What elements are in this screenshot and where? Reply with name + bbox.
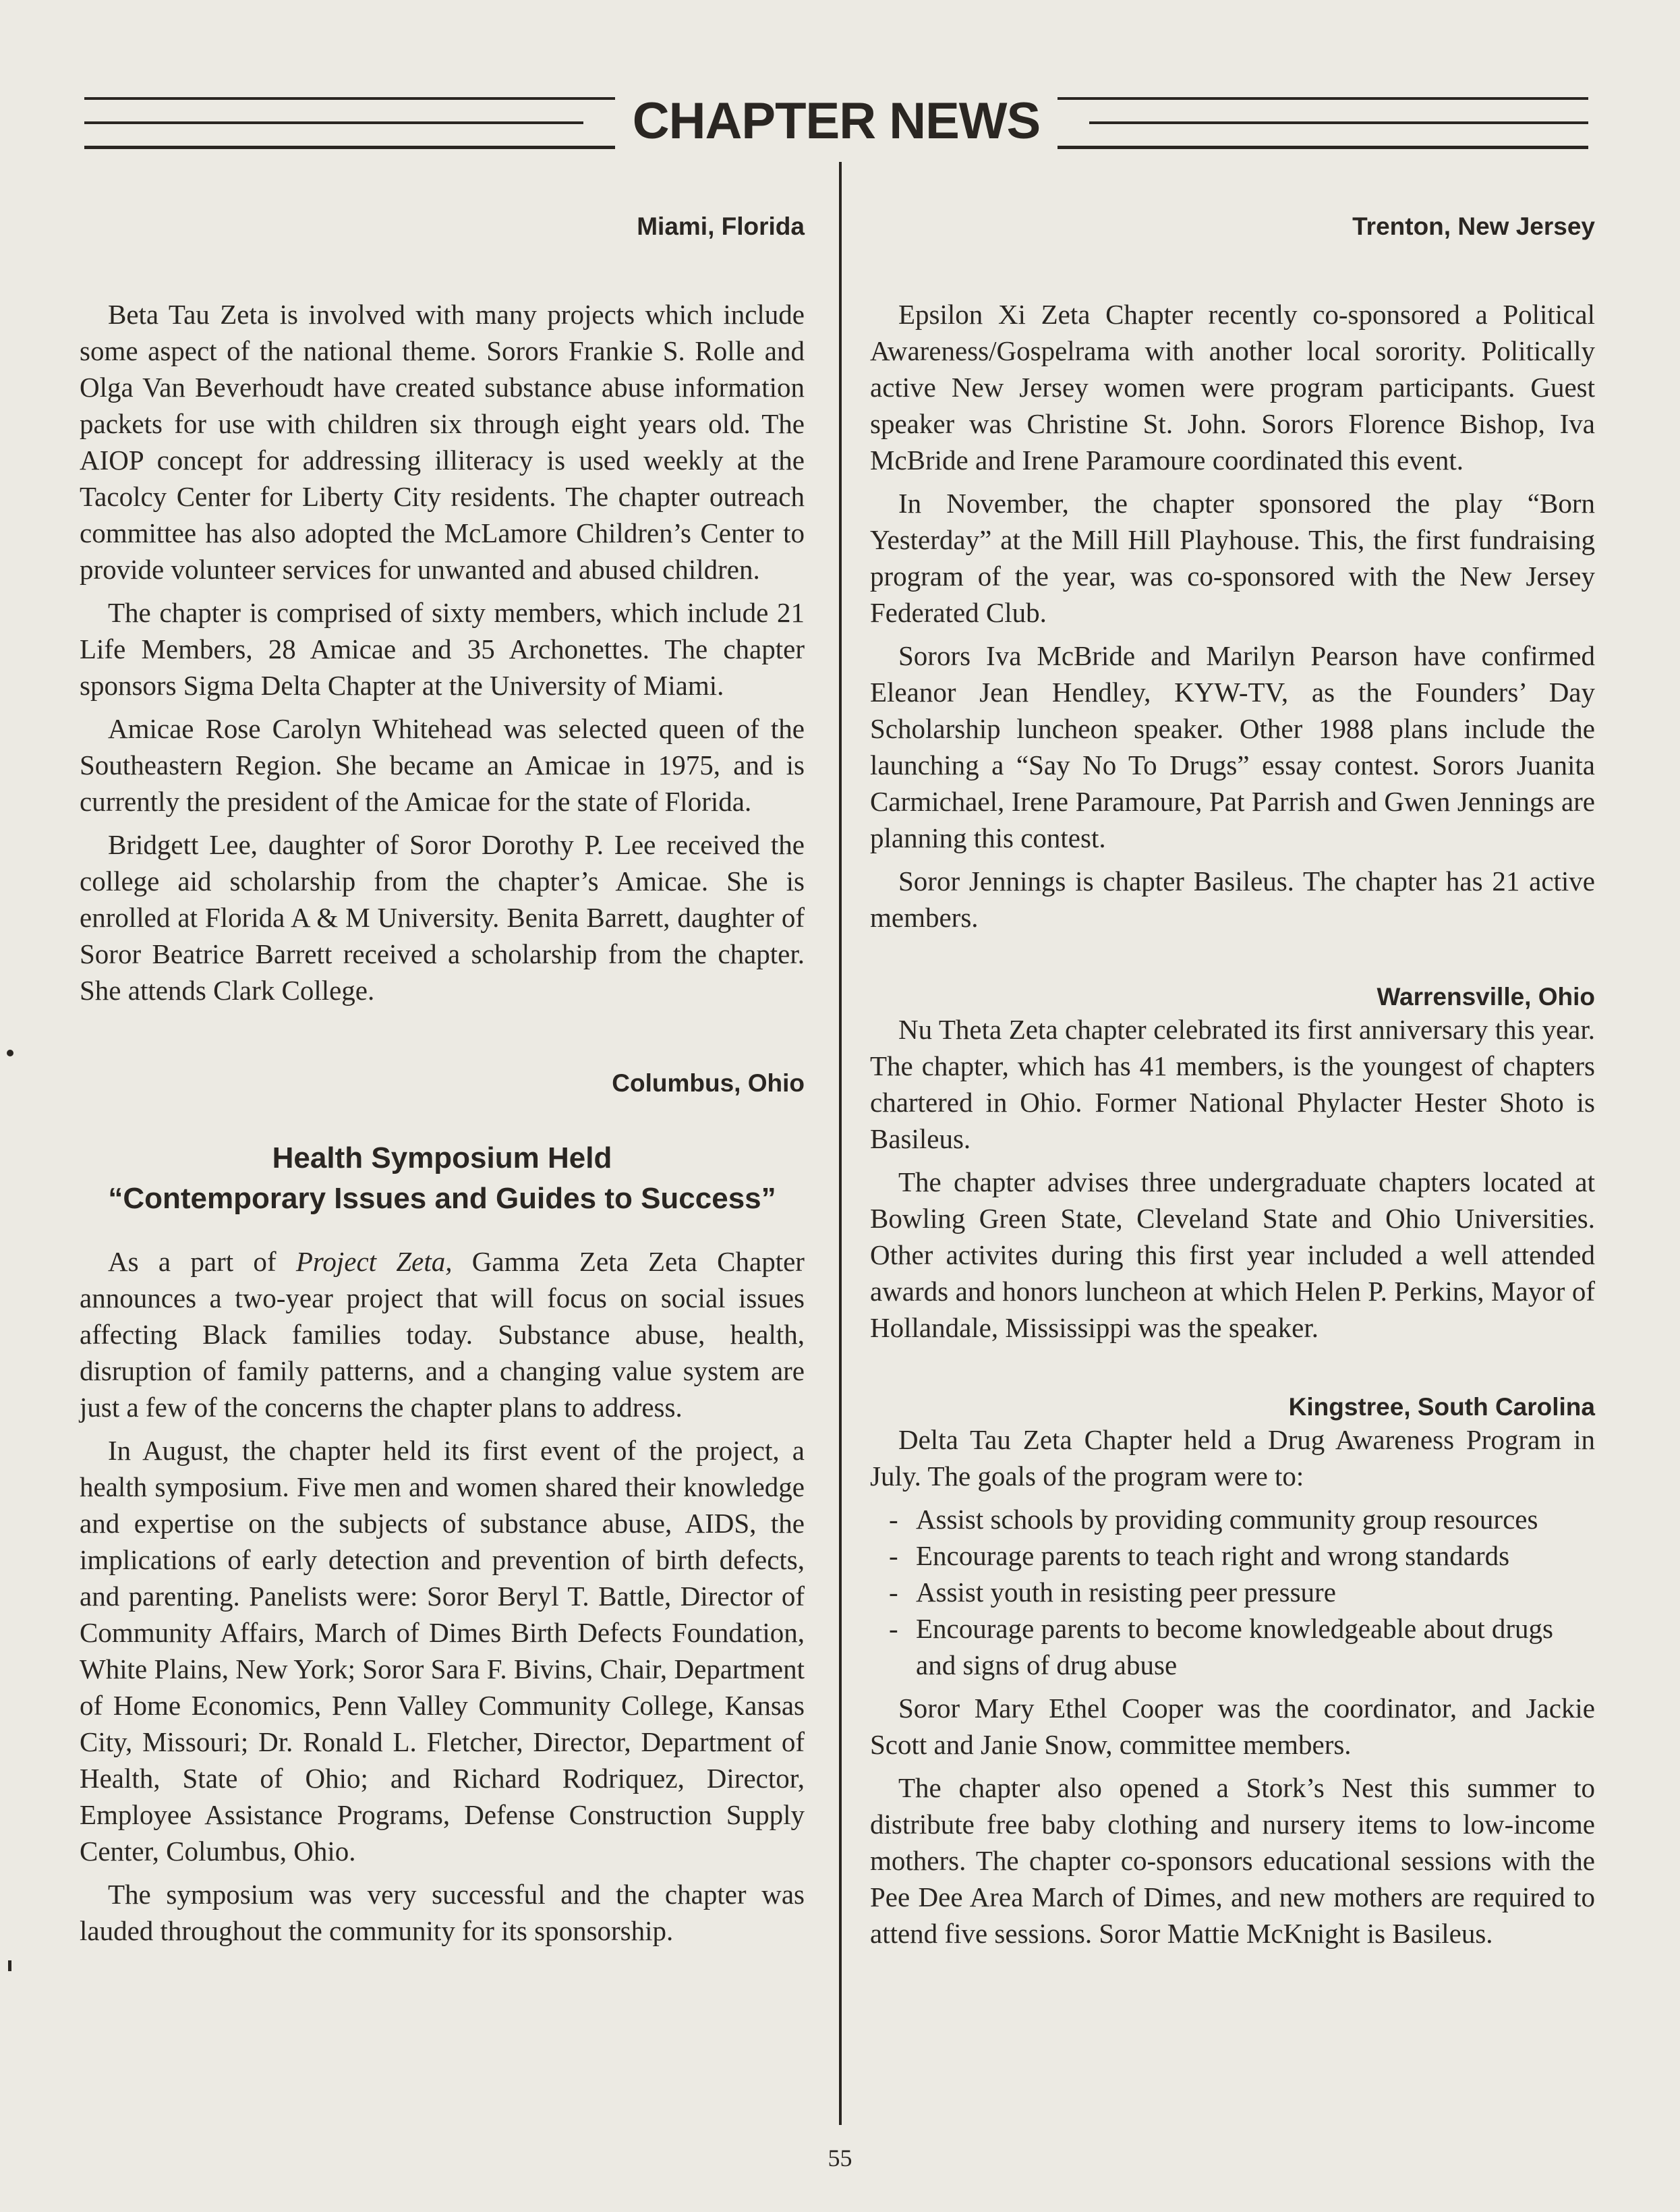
- list-item: - Assist schools by providing community group resources: [889, 1504, 1538, 1535]
- article-trenton: [870, 212, 1595, 936]
- paragraph: The chapter is comprised of sixty members, which include 21 Life Members, 28 Amicae and 35 Archonettes. The chapter sponsors Sigma Delta Chapter at the University of Miami.: [80, 597, 805, 701]
- right-column: [870, 196, 1595, 1958]
- left-column: [80, 196, 805, 1956]
- paragraph: The symposium was very successful and the chapter was lauded throughout the community for its sponsorship.: [80, 1879, 805, 1946]
- list-item: - Assist youth in resisting peer pressure: [889, 1577, 1336, 1608]
- masthead: [84, 88, 1588, 152]
- goals-list: [870, 1501, 1595, 1683]
- headline: Health Symposium Held: [272, 1141, 612, 1174]
- paragraph: In November, the chapter sponsored the play “Born Yesterday” at the Mill Hill Playhouse. This, the first fundraising program of the year, was co-sponsored with the New Jersey Federated Club.: [870, 488, 1595, 628]
- article-kingstree: [870, 1393, 1595, 1952]
- project-zeta-italic: Project Zeta,: [295, 1246, 453, 1277]
- column-divider: [839, 162, 842, 2125]
- paragraph: Sorors Iva McBride and Marilyn Pearson have confirmed Eleanor Jean Hendley, KYW-TV, as the Founders’ Day Scholarship luncheon speaker. Other 1988 plans include the launching a “Say No To Drugs” essay contest. Sorors Juanita Carmichael, Irene Paramoure, Pat Parrish and Gwen Jennings are planning this contest.: [870, 640, 1595, 853]
- paragraph: Soror Mary Ethel Cooper was the coordinator, and Jackie Scott and Janie Snow, committee members.: [870, 1693, 1595, 1760]
- page-title: CHAPTER NEWS: [84, 88, 1588, 155]
- paragraph: As a part of Project Zeta, Gamma Zeta Zeta Chapter announces a two-year project that will focus on social issues affecting Black families today. Substance abuse, health, disruption of family patterns, and a changing value system are just a few of the concerns the chapter plans to address.: [80, 1246, 805, 1423]
- paragraph: Amicae Rose Carolyn Whitehead was selected queen of the Southeastern Region. She became an Amicae in 1975, and is currently the president of the Amicae for the state of Florida.: [80, 713, 805, 817]
- paragraph: Bridgett Lee, daughter of Soror Dorothy P. Lee received the college aid scholarship from the chapter’s Amicae. She is enrolled at Florida A & M University. Benita Barrett, daughter of Soror Beatrice Barrett received a scholarship from the chapter. She attends Clark College.: [80, 829, 805, 1006]
- paragraph: Epsilon Xi Zeta Chapter recently co-sponsored a Political Awareness/Gospelrama with another local sorority. Politically active New Jersey women were program participants. Guest speaker was Christine St. John. Sorors Florence Bishop, Iva McBride and Irene Paramoure coordinated this event.: [870, 299, 1595, 476]
- paragraph: Soror Jennings is chapter Basileus. The chapter has 21 active members.: [870, 866, 1595, 933]
- subheadline: “Contemporary Issues and Guides to Success”: [108, 1182, 776, 1215]
- paragraph: The chapter also opened a Stork’s Nest this summer to distribute free baby clothing and nursery items to low-income mothers. The chapter co-sponsors educational sessions with the Pee Dee Area March of Dimes, and new mothers are required to attend five sessions. Soror Mattie McKnight is Basileus.: [870, 1772, 1595, 1949]
- margin-mark: [8, 1960, 11, 1971]
- dateline-trenton: Trenton, New Jersey: [1352, 212, 1595, 240]
- article-columbus: [80, 1069, 805, 1949]
- paragraph: Beta Tau Zeta is involved with many projects which include some aspect of the national theme. Sorors Frankie S. Rolle and Olga Van Beverhoudt have created substance abuse information packets for use with children six through eight years old. The AIOP concept for addressing illiteracy is used weekly at the Tacolcy Center for Liberty City residents. The chapter outreach committee has also adopted the McLamore Children’s Center to provide volunteer services for unwanted and abused children.: [80, 299, 805, 585]
- article-miami: [80, 212, 805, 1009]
- paragraph: The chapter advises three undergraduate chapters located at Bowling Green State, Cleveland State and Ohio Universities. Other activites during this first year included a well attended awards and honors luncheon at which Helen P. Perkins, Mayor of Hollandale, Mississippi was the speaker.: [870, 1166, 1595, 1343]
- dateline-kingstree: Kingstree, South Carolina: [1288, 1393, 1595, 1421]
- article-warrensville: [870, 983, 1595, 1346]
- list-item: - Encourage parents to teach right and wrong standards: [889, 1540, 1510, 1571]
- paragraph: In August, the chapter held its first event of the project, a health symposium. Five men and women shared their knowledge and expertise on the subjects of substance abuse, AIDS, the implications of early detection and prevention of birth defects, and parenting. Panelists were: Soror Beryl T. Battle, Director of Community Affairs, March of Dimes Birth Defects Foundation, White Plains, New York; Soror Sara F. Bivins, Chair, Department of Home Economics, Penn Valley Community College, Kansas City, Missouri; Dr. Ronald L. Fletcher, Director, Department of Health, State of Ohio; and Richard Rodriquez, Director, Employee Assistance Programs, Defense Construction Supply Center, Columbus, Ohio.: [80, 1435, 805, 1867]
- list-item: - Encourage parents to become knowledgeable about drugs and signs of drug abuse: [889, 1613, 1553, 1680]
- paragraph: Nu Theta Zeta chapter celebrated its first anniversary this year. The chapter, which has 41 members, is the youngest of chapters chartered in Ohio. Former National Phylacter Hester Shoto is Basileus.: [870, 1014, 1595, 1154]
- page-number: 55: [828, 2145, 852, 2172]
- dateline-miami: Miami, Florida: [637, 212, 805, 240]
- dateline-columbus: Columbus, Ohio: [612, 1069, 805, 1097]
- dateline-warrensville: Warrensville, Ohio: [1377, 983, 1595, 1011]
- margin-mark: [7, 1050, 13, 1056]
- paragraph: Delta Tau Zeta Chapter held a Drug Awareness Program in July. The goals of the program were to:: [870, 1424, 1595, 1492]
